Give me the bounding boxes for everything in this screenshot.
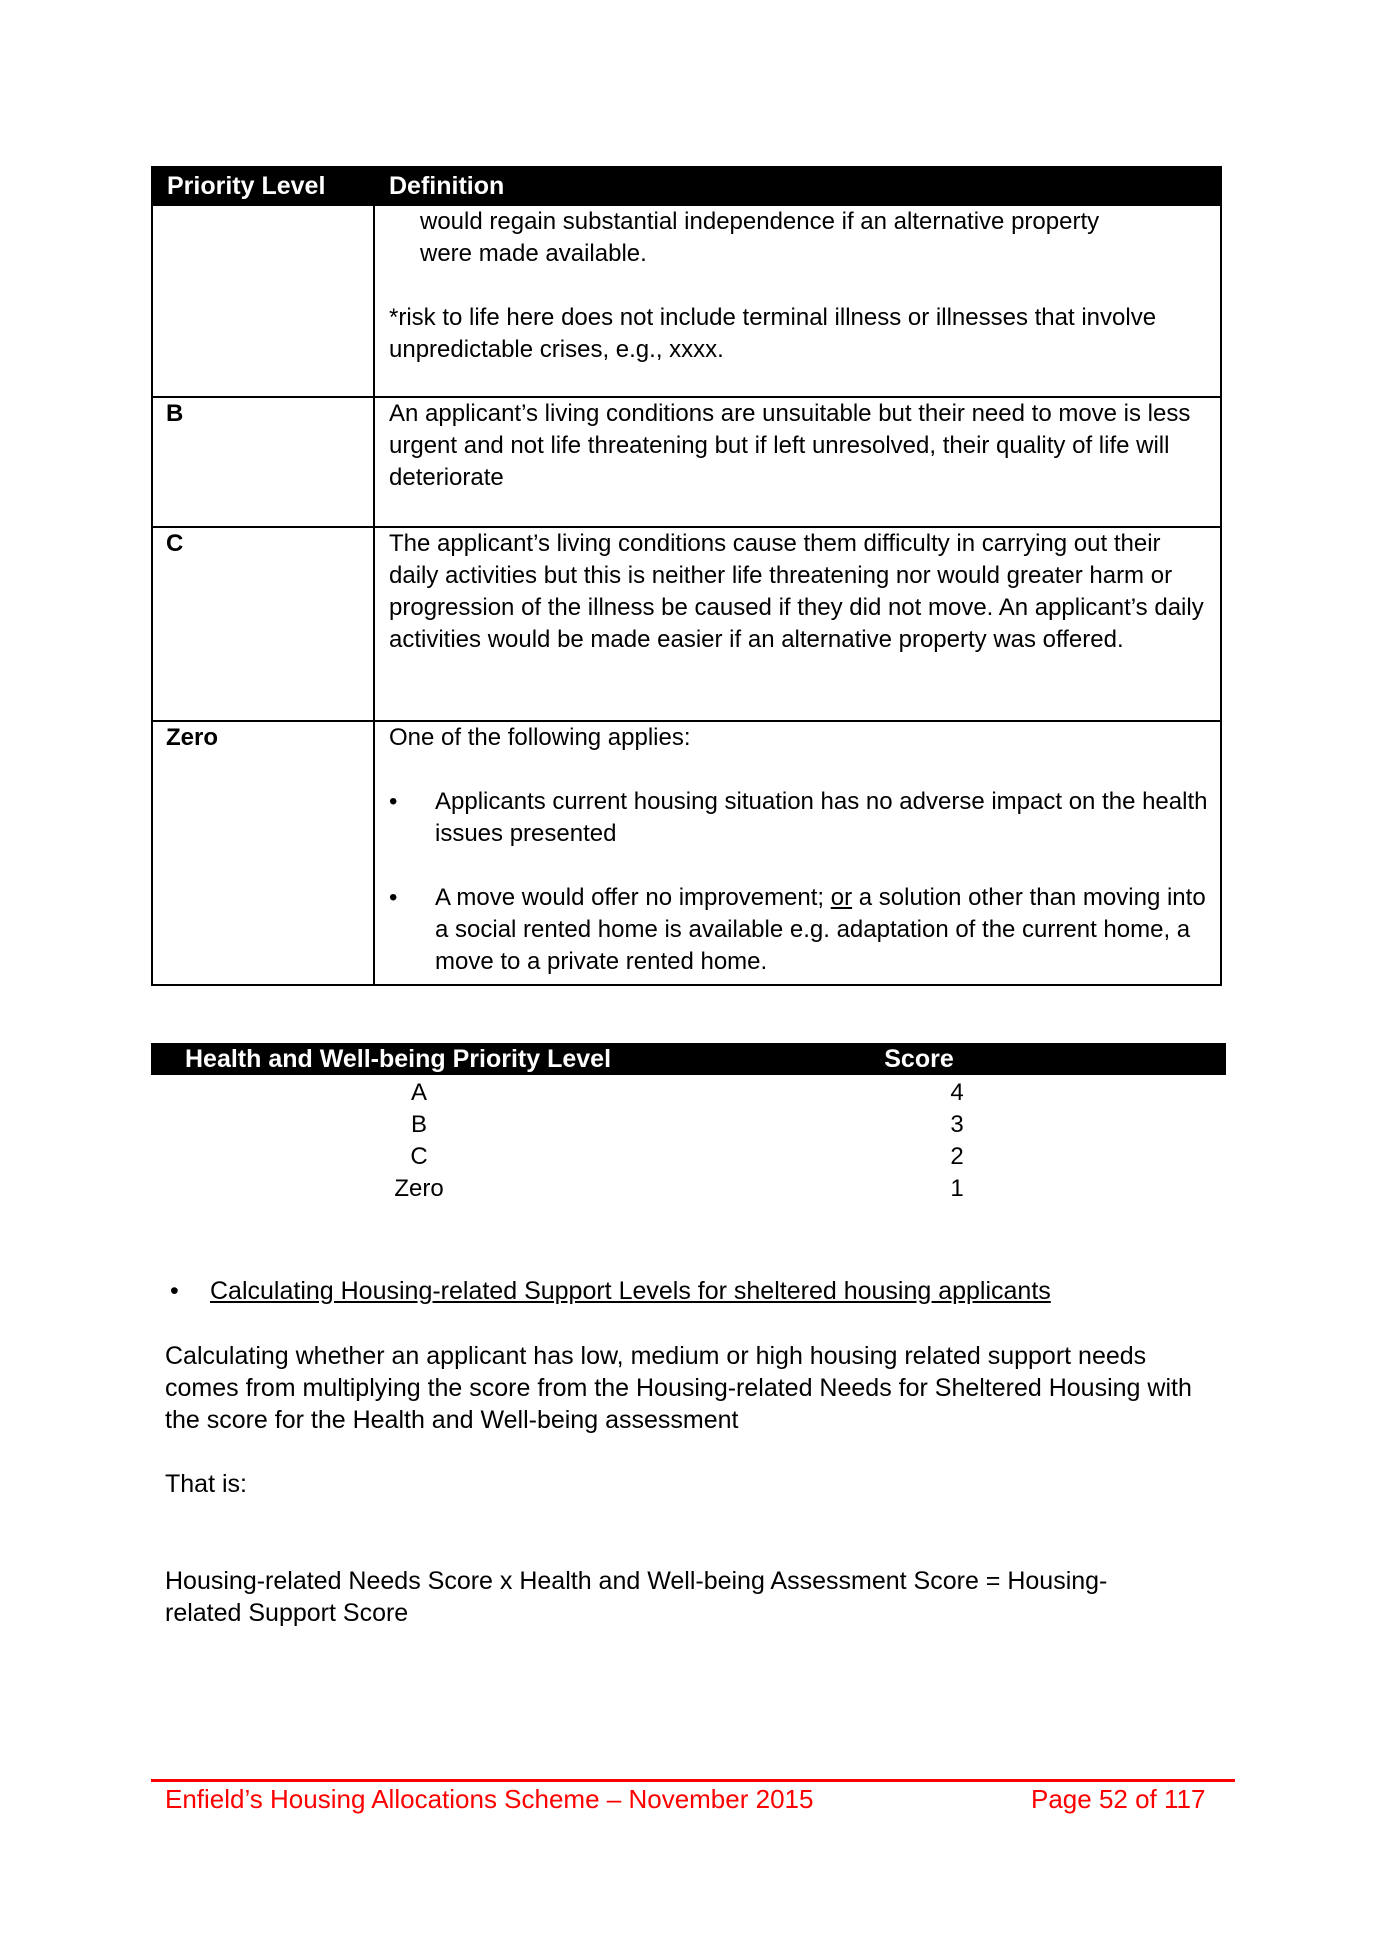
footer-rule <box>151 1779 1235 1782</box>
definition-intro: One of the following applies: <box>389 724 691 751</box>
score-value: 1 <box>950 1175 964 1202</box>
score-table-header <box>151 1043 1226 1075</box>
priority-level-table <box>151 166 1222 986</box>
bullet-text: A move would offer no improvement; <box>435 884 831 911</box>
bullet-text: a solution other than moving into a social rented home is available e.g. adaptation of the current home, a move to a private rented home. <box>435 884 1206 975</box>
header-health-priority-level: Health and Well-being Priority Level <box>185 1045 612 1073</box>
header-score: Score <box>884 1045 954 1073</box>
header-priority-level: Priority Level <box>152 167 374 205</box>
calculation-paragraph: Calculating whether an applicant has low, medium or high housing related support needs comes from multiplying the score from the Housing-related Needs for Sheltered Housing with the score for the Health and Well-being assessment <box>165 1342 1192 1434</box>
priority-level-cell: C <box>152 527 374 721</box>
table-row <box>152 397 1221 527</box>
score-row <box>151 1077 1226 1109</box>
score-level: A <box>410 1079 427 1106</box>
definition-continued-line: were made available. <box>420 240 647 267</box>
formula-line-1: Housing-related Needs Score x Health and Well-being Assessment Score = Housing- <box>165 1567 1108 1595</box>
score-level: B <box>410 1111 427 1138</box>
score-value: 4 <box>950 1079 964 1106</box>
score-row <box>151 1141 1226 1173</box>
priority-level-cell: Zero <box>152 721 374 985</box>
section-heading-link[interactable]: Calculating Housing-related Support Levels for sheltered housing applicants <box>210 1277 1051 1305</box>
table-row <box>152 721 1221 985</box>
definition-cell: The applicant’s living conditions cause them difficulty in carrying out their daily activities but this is neither life threatening nor would greater harm or progression of the illness be caused if they did not move. An applicant’s daily activities would be made easier if an alternative property was offered. <box>374 527 1221 721</box>
definition-cell: An applicant’s living conditions are unsuitable but their need to move is less urgent and not life threatening but if left unresolved, their quality of life will deteriorate <box>374 397 1221 527</box>
risk-note: *risk to life here does not include terminal illness or illnesses that involve unpredictable crises, e.g., xxxx. <box>389 304 1157 363</box>
definition-continued-line: would regain substantial independence if an alternative property <box>420 208 1100 235</box>
priority-level-cell: B <box>152 397 374 527</box>
definition-cell <box>374 721 1221 985</box>
formula-line-2: related Support Score <box>165 1599 409 1627</box>
table-row <box>152 205 1221 397</box>
score-level: Zero <box>394 1175 444 1202</box>
definition-cell <box>374 205 1221 397</box>
bullet-icon: • <box>170 1277 179 1305</box>
score-value: 2 <box>950 1143 964 1170</box>
header-definition: Definition <box>374 167 1221 205</box>
priority-level-cell <box>152 205 374 397</box>
score-value: 3 <box>950 1111 964 1138</box>
definition-bullet <box>389 882 1208 978</box>
footer-page-number: Page 52 of 117 <box>1031 1784 1206 1814</box>
score-row <box>151 1109 1226 1141</box>
definition-bullet: • Applicants current housing situation has no adverse impact on the health issues presented <box>389 786 1208 850</box>
footer-title: Enfield’s Housing Allocations Scheme – November 2015 <box>165 1784 814 1814</box>
that-is-label: That is: <box>165 1470 247 1498</box>
table-header-row <box>152 167 1221 205</box>
underlined-or: or <box>830 884 853 911</box>
score-row <box>151 1173 1226 1205</box>
score-level: C <box>410 1143 428 1170</box>
table-row <box>152 527 1221 721</box>
